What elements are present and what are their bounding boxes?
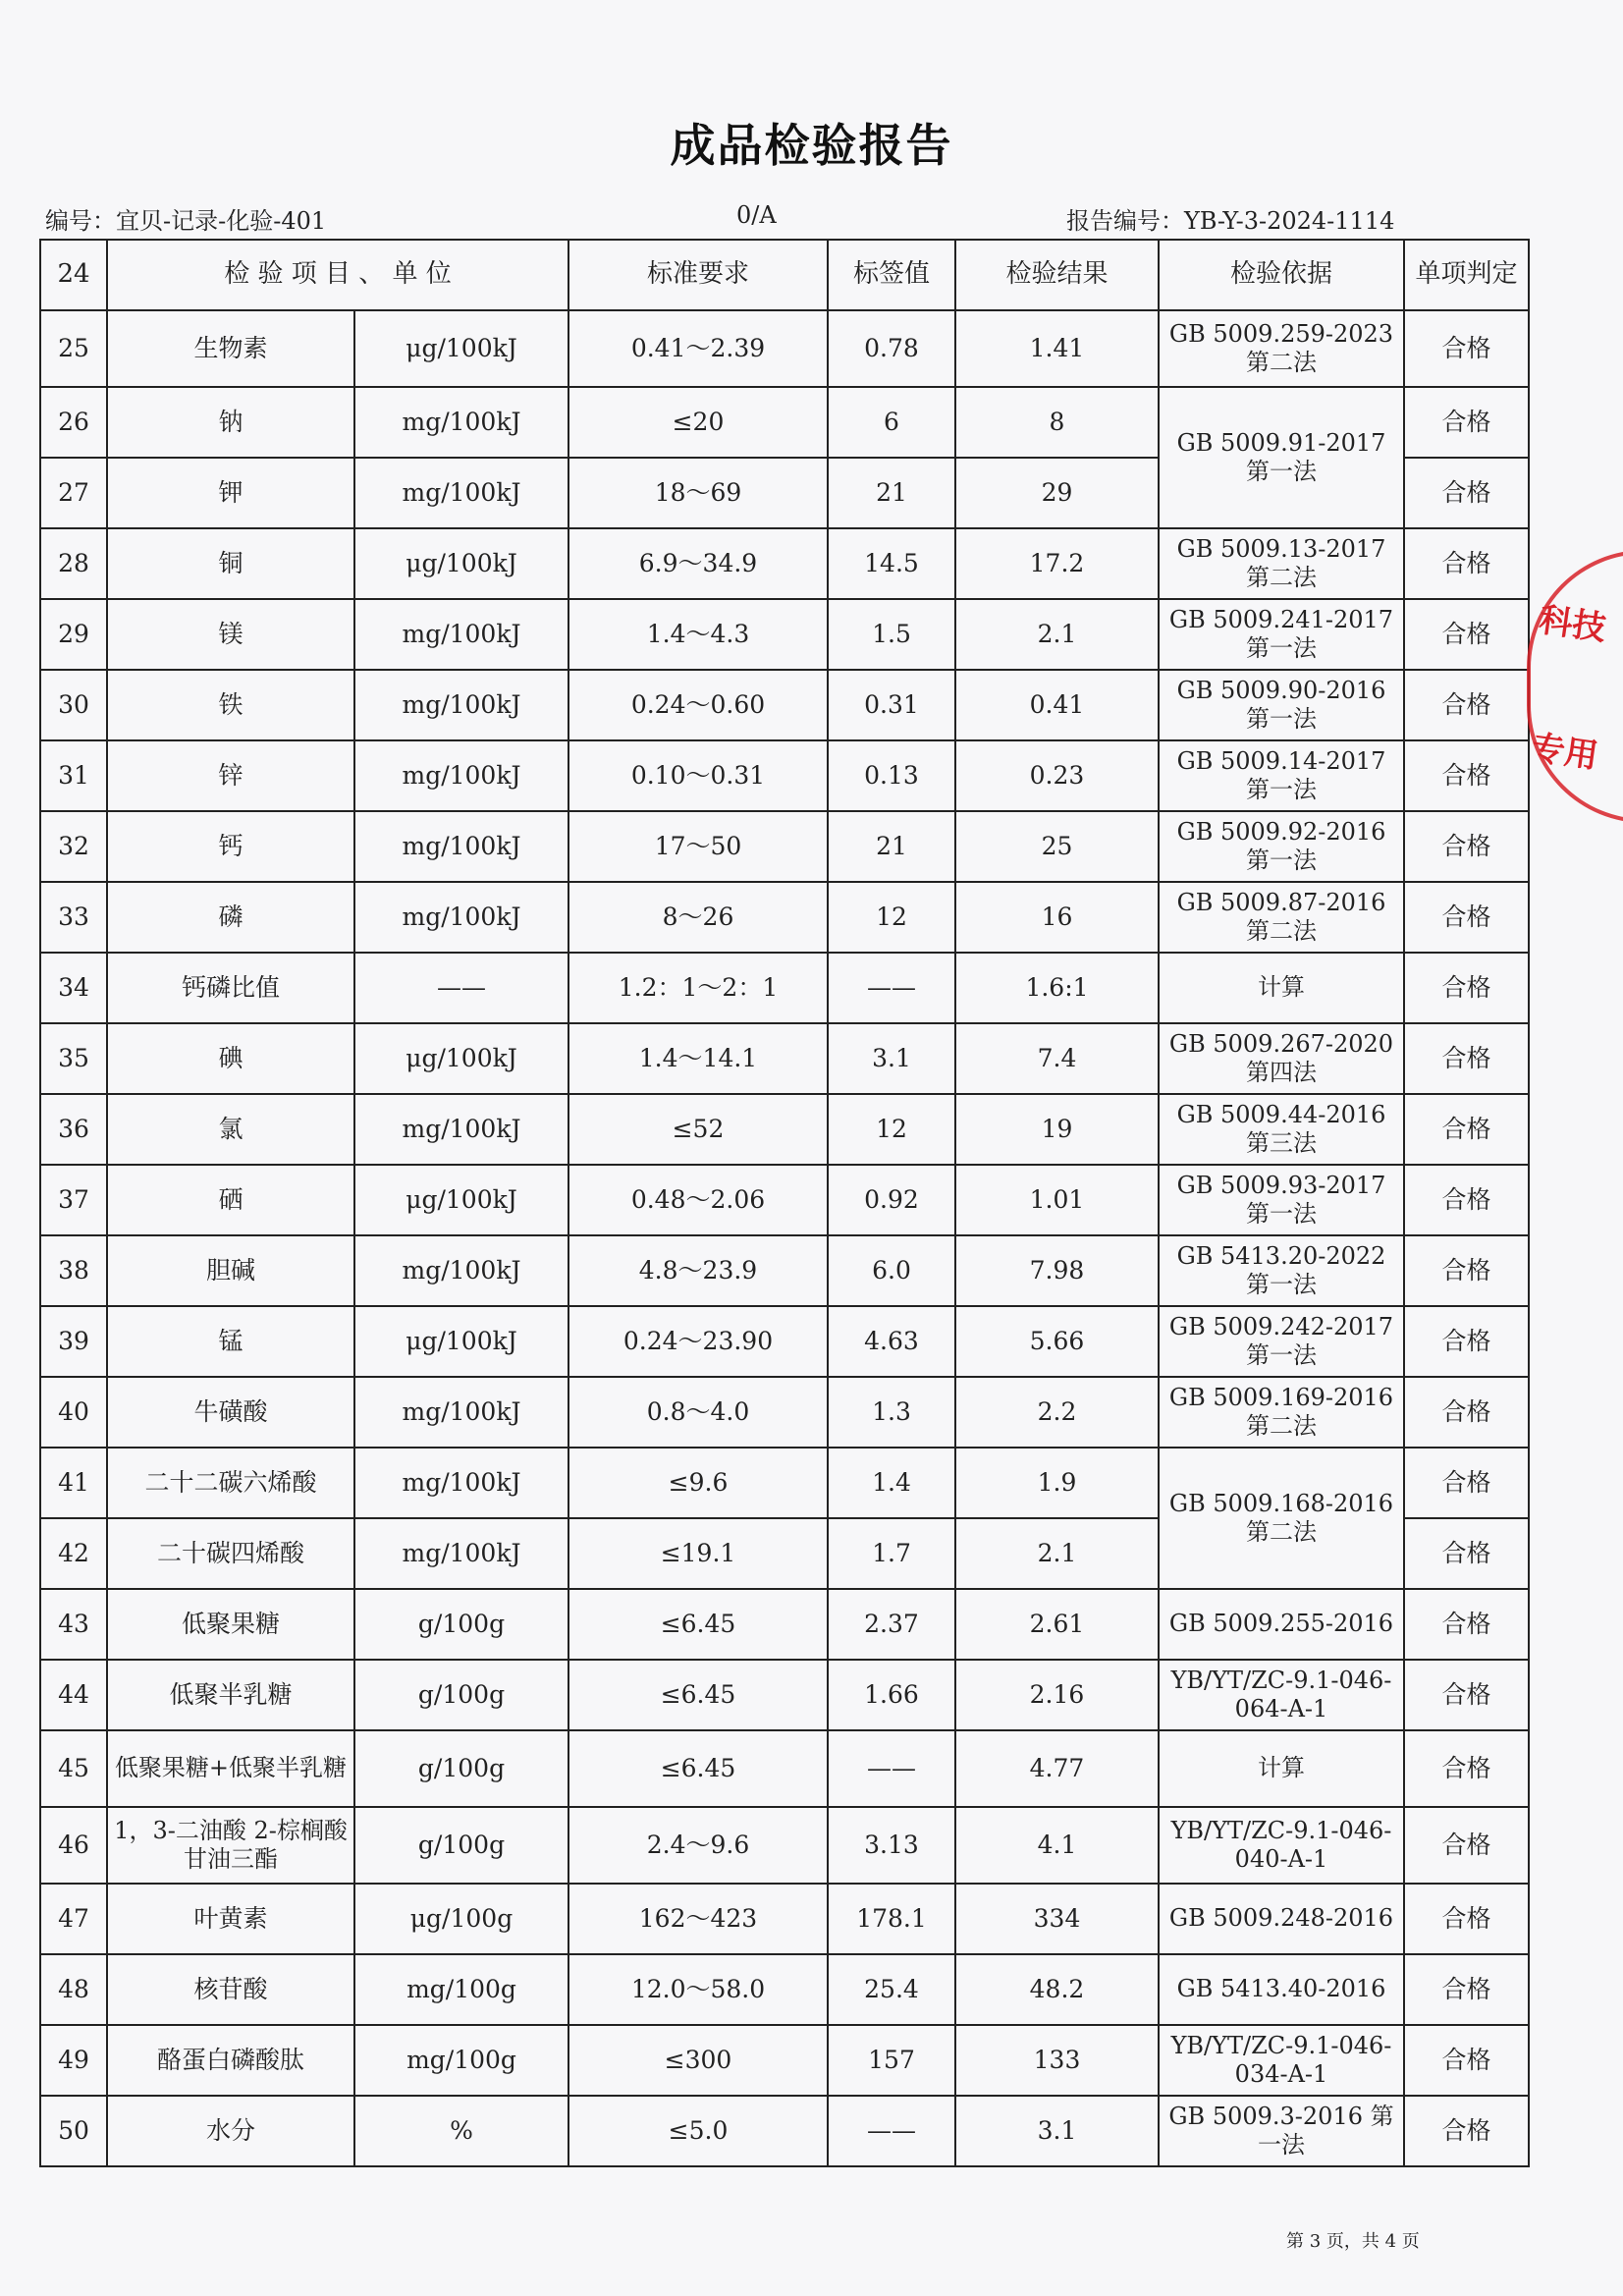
standard-requirement: ≤52 bbox=[568, 1094, 828, 1165]
row-number: 50 bbox=[40, 2096, 107, 2166]
test-result: 8 bbox=[955, 387, 1159, 458]
label-value: 21 bbox=[828, 458, 955, 528]
judgment: 合格 bbox=[1404, 1660, 1529, 1730]
row-number: 41 bbox=[40, 1448, 107, 1518]
standard-requirement: 8～26 bbox=[568, 882, 828, 953]
standard-requirement: 0.24～0.60 bbox=[568, 670, 828, 740]
item-unit: μg/100kJ bbox=[354, 1023, 568, 1094]
test-result: 133 bbox=[955, 2025, 1159, 2096]
item-name: 硒 bbox=[107, 1165, 354, 1235]
item-unit: mg/100kJ bbox=[354, 882, 568, 953]
test-result: 1.6:1 bbox=[955, 953, 1159, 1023]
test-result: 7.98 bbox=[955, 1235, 1159, 1306]
standard-requirement: 0.48～2.06 bbox=[568, 1165, 828, 1235]
judgment: 合格 bbox=[1404, 811, 1529, 882]
item-name: 牛磺酸 bbox=[107, 1377, 354, 1448]
table-row bbox=[40, 670, 1529, 740]
standard-requirement: 0.24～23.90 bbox=[568, 1306, 828, 1377]
test-basis: GB 5009.91-2017 第一法 bbox=[1159, 387, 1404, 528]
label-value: 0.92 bbox=[828, 1165, 955, 1235]
item-unit: mg/100kJ bbox=[354, 1094, 568, 1165]
test-basis: 计算 bbox=[1159, 953, 1404, 1023]
row-number: 43 bbox=[40, 1589, 107, 1660]
judgment: 合格 bbox=[1404, 1094, 1529, 1165]
row-number: 38 bbox=[40, 1235, 107, 1306]
label-value: 14.5 bbox=[828, 528, 955, 599]
judgment: 合格 bbox=[1404, 310, 1529, 387]
test-basis: GB 5009.248-2016 bbox=[1159, 1884, 1404, 1954]
item-unit: g/100g bbox=[354, 1807, 568, 1884]
table-row bbox=[40, 740, 1529, 811]
test-basis: YB/YT/ZC-9.1-046-034-A-1 bbox=[1159, 2025, 1404, 2096]
row-number: 33 bbox=[40, 882, 107, 953]
standard-requirement: 1.4～14.1 bbox=[568, 1023, 828, 1094]
test-result: 17.2 bbox=[955, 528, 1159, 599]
item-unit: g/100g bbox=[354, 1660, 568, 1730]
label-value: 6.0 bbox=[828, 1235, 955, 1306]
table-row bbox=[40, 387, 1529, 458]
standard-requirement: 0.41～2.39 bbox=[568, 310, 828, 387]
standard-requirement: 4.8～23.9 bbox=[568, 1235, 828, 1306]
table-row bbox=[40, 1377, 1529, 1448]
judgment: 合格 bbox=[1404, 387, 1529, 458]
item-name: 1，3-二油酸 2-棕榈酸甘油三酯 bbox=[107, 1807, 354, 1884]
item-name: 钠 bbox=[107, 387, 354, 458]
item-unit: μg/100kJ bbox=[354, 310, 568, 387]
item-name: 二十二碳六烯酸 bbox=[107, 1448, 354, 1518]
row-number: 29 bbox=[40, 599, 107, 670]
red-seal-stamp bbox=[1527, 550, 1623, 823]
test-result: 1.9 bbox=[955, 1448, 1159, 1518]
test-basis: GB 5009.90-2016 第一法 bbox=[1159, 670, 1404, 740]
item-name: 钾 bbox=[107, 458, 354, 528]
standard-requirement: 12.0～58.0 bbox=[568, 1954, 828, 2025]
standard-requirement: ≤6.45 bbox=[568, 1660, 828, 1730]
item-name: 碘 bbox=[107, 1023, 354, 1094]
standard-requirement: 17～50 bbox=[568, 811, 828, 882]
table-row bbox=[40, 1884, 1529, 1954]
label-value: 178.1 bbox=[828, 1884, 955, 1954]
row-number: 30 bbox=[40, 670, 107, 740]
row-number: 42 bbox=[40, 1518, 107, 1589]
item-name: 镁 bbox=[107, 599, 354, 670]
test-result: 0.41 bbox=[955, 670, 1159, 740]
standard-requirement: ≤19.1 bbox=[568, 1518, 828, 1589]
judgment: 合格 bbox=[1404, 670, 1529, 740]
standard-requirement: 1.4～4.3 bbox=[568, 599, 828, 670]
table-row bbox=[40, 811, 1529, 882]
standard-requirement: ≤5.0 bbox=[568, 2096, 828, 2166]
test-basis: GB 5009.168-2016 第二法 bbox=[1159, 1448, 1404, 1589]
item-unit: mg/100kJ bbox=[354, 811, 568, 882]
test-basis: GB 5009.242-2017 第一法 bbox=[1159, 1306, 1404, 1377]
table-row bbox=[40, 528, 1529, 599]
item-unit: mg/100kJ bbox=[354, 1448, 568, 1518]
label-value: 3.13 bbox=[828, 1807, 955, 1884]
judgment: 合格 bbox=[1404, 740, 1529, 811]
test-result: 2.61 bbox=[955, 1589, 1159, 1660]
item-unit: mg/100kJ bbox=[354, 599, 568, 670]
inspection-table bbox=[39, 239, 1530, 2167]
row-number: 34 bbox=[40, 953, 107, 1023]
header-item-unit: 检 验 项 目 、 单 位 bbox=[107, 240, 568, 310]
version-code: 0/A bbox=[736, 201, 777, 229]
judgment: 合格 bbox=[1404, 1377, 1529, 1448]
table-row bbox=[40, 953, 1529, 1023]
test-result: 1.01 bbox=[955, 1165, 1159, 1235]
item-name: 钙磷比值 bbox=[107, 953, 354, 1023]
row-number: 48 bbox=[40, 1954, 107, 2025]
row-number: 32 bbox=[40, 811, 107, 882]
report-number: 报告编号：YB-Y-3-2024-1114 bbox=[1066, 207, 1395, 235]
header-no: 24 bbox=[40, 240, 107, 310]
standard-requirement: ≤6.45 bbox=[568, 1589, 828, 1660]
header-result: 检验结果 bbox=[955, 240, 1159, 310]
test-basis: GB 5009.44-2016 第三法 bbox=[1159, 1094, 1404, 1165]
item-unit: g/100g bbox=[354, 1589, 568, 1660]
judgment: 合格 bbox=[1404, 2025, 1529, 2096]
label-value: 0.78 bbox=[828, 310, 955, 387]
row-number: 45 bbox=[40, 1730, 107, 1807]
item-name: 生物素 bbox=[107, 310, 354, 387]
header-basis: 检验依据 bbox=[1159, 240, 1404, 310]
judgment: 合格 bbox=[1404, 1807, 1529, 1884]
row-number: 39 bbox=[40, 1306, 107, 1377]
standard-requirement: ≤9.6 bbox=[568, 1448, 828, 1518]
judgment: 合格 bbox=[1404, 1954, 1529, 2025]
test-result: 3.1 bbox=[955, 2096, 1159, 2166]
item-unit: μg/100kJ bbox=[354, 528, 568, 599]
standard-requirement: 6.9～34.9 bbox=[568, 528, 828, 599]
test-basis: GB 5009.92-2016 第一法 bbox=[1159, 811, 1404, 882]
label-value: 2.37 bbox=[828, 1589, 955, 1660]
item-unit: mg/100kJ bbox=[354, 1235, 568, 1306]
test-result: 2.1 bbox=[955, 1518, 1159, 1589]
item-unit: μg/100g bbox=[354, 1884, 568, 1954]
judgment: 合格 bbox=[1404, 1884, 1529, 1954]
item-unit: μg/100kJ bbox=[354, 1165, 568, 1235]
item-name: 锰 bbox=[107, 1306, 354, 1377]
judgment: 合格 bbox=[1404, 528, 1529, 599]
label-value: 12 bbox=[828, 1094, 955, 1165]
test-result: 2.16 bbox=[955, 1660, 1159, 1730]
label-value: 1.7 bbox=[828, 1518, 955, 1589]
item-unit: mg/100kJ bbox=[354, 670, 568, 740]
header-judgment: 单项判定 bbox=[1404, 240, 1529, 310]
table-row bbox=[40, 2096, 1529, 2166]
standard-requirement: 162～423 bbox=[568, 1884, 828, 1954]
row-number: 36 bbox=[40, 1094, 107, 1165]
test-basis: GB 5009.241-2017 第一法 bbox=[1159, 599, 1404, 670]
item-name: 叶黄素 bbox=[107, 1884, 354, 1954]
judgment: 合格 bbox=[1404, 1023, 1529, 1094]
test-result: 334 bbox=[955, 1884, 1159, 1954]
record-number: 编号：宜贝-记录-化验-401 bbox=[45, 207, 327, 235]
judgment: 合格 bbox=[1404, 1165, 1529, 1235]
judgment: 合格 bbox=[1404, 458, 1529, 528]
row-number: 40 bbox=[40, 1377, 107, 1448]
test-result: 48.2 bbox=[955, 1954, 1159, 2025]
label-value: —— bbox=[828, 953, 955, 1023]
standard-requirement: 0.8～4.0 bbox=[568, 1377, 828, 1448]
test-result: 19 bbox=[955, 1094, 1159, 1165]
header-standard: 标准要求 bbox=[568, 240, 828, 310]
test-basis: GB 5009.255-2016 bbox=[1159, 1589, 1404, 1660]
test-basis: GB 5009.259-2023 第二法 bbox=[1159, 310, 1404, 387]
item-name: 铜 bbox=[107, 528, 354, 599]
item-name: 低聚半乳糖 bbox=[107, 1660, 354, 1730]
judgment: 合格 bbox=[1404, 1589, 1529, 1660]
test-result: 7.4 bbox=[955, 1023, 1159, 1094]
judgment: 合格 bbox=[1404, 1448, 1529, 1518]
table-row bbox=[40, 2025, 1529, 2096]
standard-requirement: 2.4～9.6 bbox=[568, 1807, 828, 1884]
judgment: 合格 bbox=[1404, 599, 1529, 670]
test-basis: YB/YT/ZC-9.1-046-064-A-1 bbox=[1159, 1660, 1404, 1730]
row-number: 31 bbox=[40, 740, 107, 811]
row-number: 44 bbox=[40, 1660, 107, 1730]
table-row bbox=[40, 1589, 1529, 1660]
test-basis: GB 5413.40-2016 bbox=[1159, 1954, 1404, 2025]
test-basis: GB 5009.14-2017 第一法 bbox=[1159, 740, 1404, 811]
judgment: 合格 bbox=[1404, 1306, 1529, 1377]
test-result: 2.2 bbox=[955, 1377, 1159, 1448]
label-value: 3.1 bbox=[828, 1023, 955, 1094]
standard-requirement: ≤6.45 bbox=[568, 1730, 828, 1807]
page-title: 成品检验报告 bbox=[670, 119, 953, 172]
test-basis: GB 5009.267-2020 第四法 bbox=[1159, 1023, 1404, 1094]
item-name: 水分 bbox=[107, 2096, 354, 2166]
table-row bbox=[40, 1306, 1529, 1377]
standard-requirement: ≤20 bbox=[568, 387, 828, 458]
test-basis: GB 5009.87-2016 第二法 bbox=[1159, 882, 1404, 953]
label-value: 6 bbox=[828, 387, 955, 458]
item-name: 铁 bbox=[107, 670, 354, 740]
test-basis: GB 5009.13-2017 第二法 bbox=[1159, 528, 1404, 599]
item-unit: mg/100kJ bbox=[354, 1377, 568, 1448]
item-name: 酪蛋白磷酸肽 bbox=[107, 2025, 354, 2096]
test-basis: GB 5009.3-2016 第一法 bbox=[1159, 2096, 1404, 2166]
label-value: 1.3 bbox=[828, 1377, 955, 1448]
standard-requirement: 18～69 bbox=[568, 458, 828, 528]
test-basis: GB 5009.93-2017 第一法 bbox=[1159, 1165, 1404, 1235]
item-unit: g/100g bbox=[354, 1730, 568, 1807]
item-unit: μg/100kJ bbox=[354, 1306, 568, 1377]
test-result: 29 bbox=[955, 458, 1159, 528]
item-unit: —— bbox=[354, 953, 568, 1023]
test-result: 25 bbox=[955, 811, 1159, 882]
stamp-text-1: 科技 bbox=[1537, 600, 1608, 649]
table-row bbox=[40, 1023, 1529, 1094]
label-value: 25.4 bbox=[828, 1954, 955, 2025]
judgment: 合格 bbox=[1404, 1730, 1529, 1807]
table-header-row bbox=[40, 240, 1529, 310]
judgment: 合格 bbox=[1404, 1235, 1529, 1306]
judgment: 合格 bbox=[1404, 953, 1529, 1023]
table-row bbox=[40, 310, 1529, 387]
item-name: 核苷酸 bbox=[107, 1954, 354, 2025]
label-value: 157 bbox=[828, 2025, 955, 2096]
label-value: 1.5 bbox=[828, 599, 955, 670]
test-result: 2.1 bbox=[955, 599, 1159, 670]
row-number: 47 bbox=[40, 1884, 107, 1954]
label-value: 0.13 bbox=[828, 740, 955, 811]
item-name: 胆碱 bbox=[107, 1235, 354, 1306]
table-row bbox=[40, 1094, 1529, 1165]
judgment: 合格 bbox=[1404, 1518, 1529, 1589]
item-unit: mg/100kJ bbox=[354, 1518, 568, 1589]
item-name: 低聚果糖 bbox=[107, 1589, 354, 1660]
test-basis: YB/YT/ZC-9.1-046-040-A-1 bbox=[1159, 1807, 1404, 1884]
test-basis: GB 5413.20-2022 第一法 bbox=[1159, 1235, 1404, 1306]
table-row bbox=[40, 1730, 1529, 1807]
item-name: 二十碳四烯酸 bbox=[107, 1518, 354, 1589]
label-value: 4.63 bbox=[828, 1306, 955, 1377]
row-number: 27 bbox=[40, 458, 107, 528]
item-unit: mg/100kJ bbox=[354, 740, 568, 811]
test-result: 16 bbox=[955, 882, 1159, 953]
standard-requirement: 0.10～0.31 bbox=[568, 740, 828, 811]
label-value: 1.4 bbox=[828, 1448, 955, 1518]
row-number: 49 bbox=[40, 2025, 107, 2096]
label-value: —— bbox=[828, 1730, 955, 1807]
test-result: 1.41 bbox=[955, 310, 1159, 387]
label-value: 12 bbox=[828, 882, 955, 953]
test-result: 5.66 bbox=[955, 1306, 1159, 1377]
table-row bbox=[40, 1165, 1529, 1235]
table-row bbox=[40, 1807, 1529, 1884]
table-row bbox=[40, 1235, 1529, 1306]
item-unit: % bbox=[354, 2096, 568, 2166]
row-number: 37 bbox=[40, 1165, 107, 1235]
label-value: 21 bbox=[828, 811, 955, 882]
item-name: 低聚果糖+低聚半乳糖 bbox=[107, 1730, 354, 1807]
table-row bbox=[40, 882, 1529, 953]
judgment: 合格 bbox=[1404, 2096, 1529, 2166]
stamp-text-2: 专用 bbox=[1529, 728, 1600, 777]
item-name: 锌 bbox=[107, 740, 354, 811]
item-unit: mg/100kJ bbox=[354, 387, 568, 458]
row-number: 25 bbox=[40, 310, 107, 387]
item-unit: mg/100g bbox=[354, 2025, 568, 2096]
table-row bbox=[40, 1660, 1529, 1730]
table-row bbox=[40, 599, 1529, 670]
standard-requirement: ≤300 bbox=[568, 2025, 828, 2096]
table-row bbox=[40, 1448, 1529, 1518]
test-result: 4.77 bbox=[955, 1730, 1159, 1807]
item-name: 磷 bbox=[107, 882, 354, 953]
row-number: 28 bbox=[40, 528, 107, 599]
item-name: 氯 bbox=[107, 1094, 354, 1165]
test-result: 0.23 bbox=[955, 740, 1159, 811]
row-number: 26 bbox=[40, 387, 107, 458]
item-name: 钙 bbox=[107, 811, 354, 882]
item-unit: mg/100kJ bbox=[354, 458, 568, 528]
label-value: 0.31 bbox=[828, 670, 955, 740]
test-basis: GB 5009.169-2016 第二法 bbox=[1159, 1377, 1404, 1448]
item-unit: mg/100g bbox=[354, 1954, 568, 2025]
test-result: 4.1 bbox=[955, 1807, 1159, 1884]
standard-requirement: 1.2：1～2：1 bbox=[568, 953, 828, 1023]
row-number: 46 bbox=[40, 1807, 107, 1884]
table-row bbox=[40, 1954, 1529, 2025]
label-value: 1.66 bbox=[828, 1660, 955, 1730]
judgment: 合格 bbox=[1404, 882, 1529, 953]
header-label-value: 标签值 bbox=[828, 240, 955, 310]
page-footer: 第 3 页，共 4 页 bbox=[1286, 2231, 1420, 2252]
label-value: —— bbox=[828, 2096, 955, 2166]
row-number: 35 bbox=[40, 1023, 107, 1094]
test-basis: 计算 bbox=[1159, 1730, 1404, 1807]
